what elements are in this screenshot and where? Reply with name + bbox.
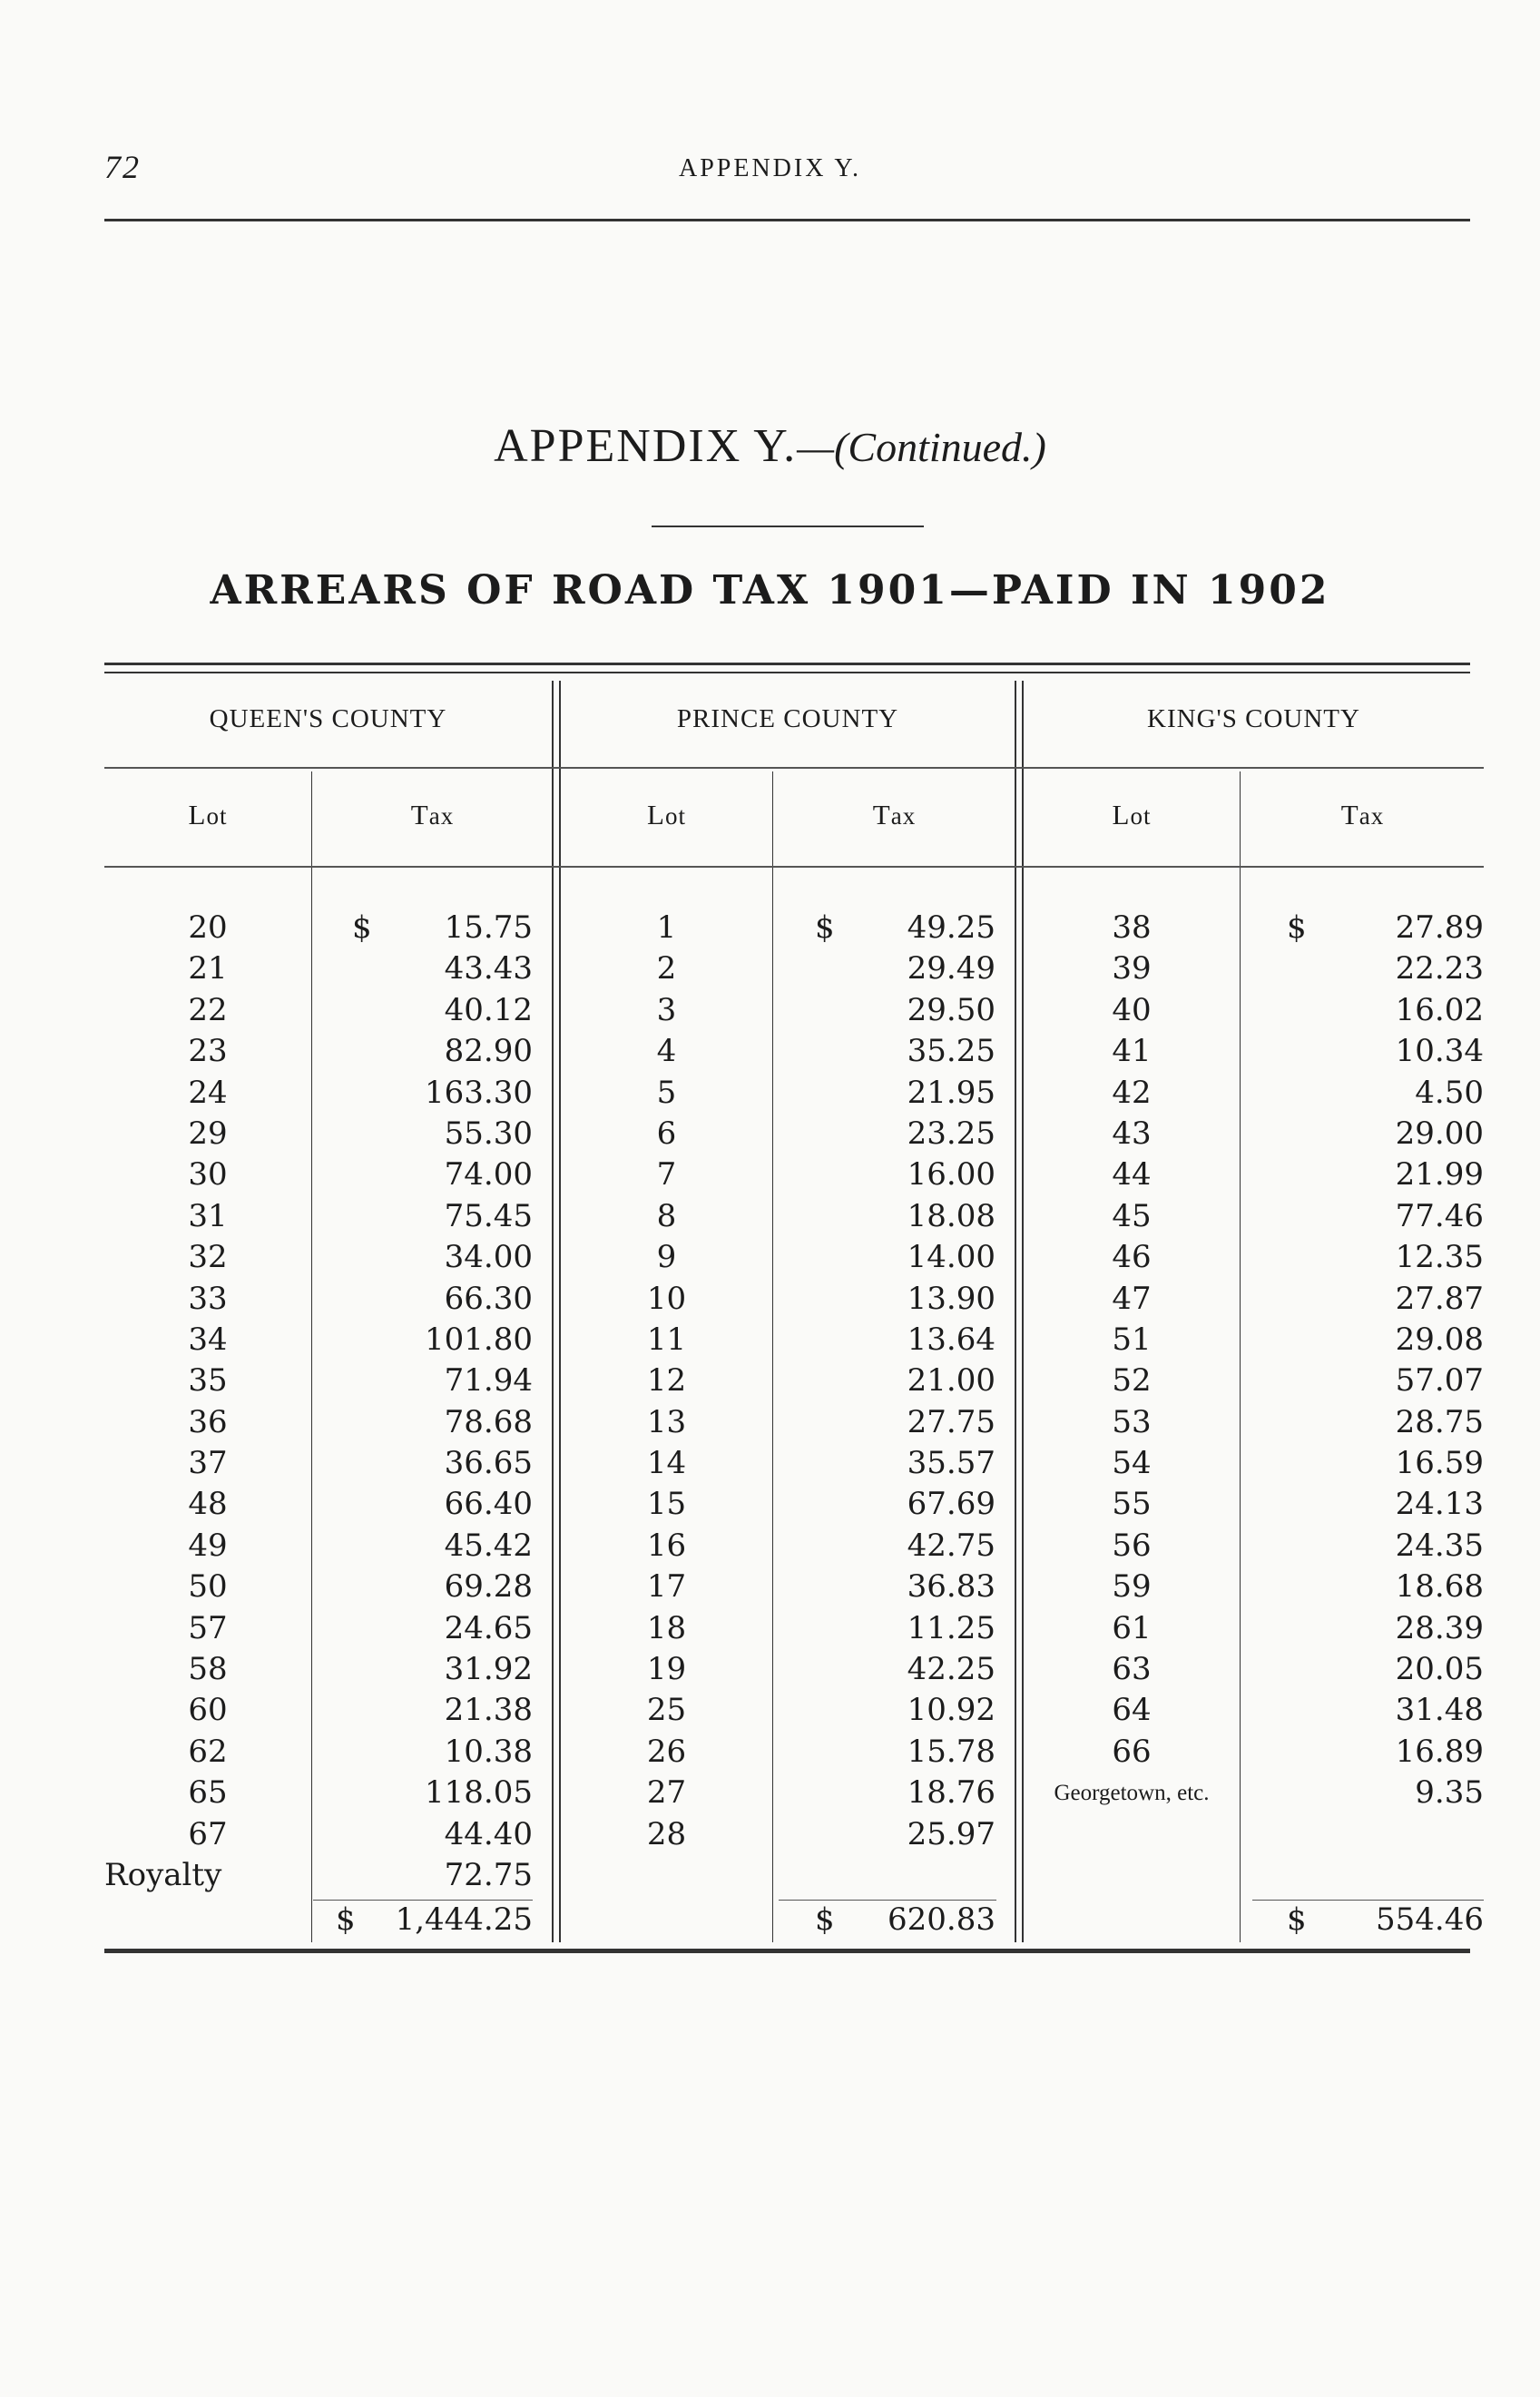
kings-lot-cell: 64: [1112, 1692, 1152, 1729]
prince-lot-cell: 10: [646, 1280, 687, 1317]
queens-tax-cell: 24.65: [444, 1609, 533, 1646]
kings-tax-cell: 29.00: [1395, 1115, 1484, 1152]
prince-lot-cell: 12: [646, 1362, 687, 1400]
prince-tax-cell: 49.25: [907, 909, 996, 946]
prince-tax-cell: 13.64: [907, 1321, 996, 1358]
prince-lot-cell: 13: [646, 1403, 687, 1440]
column-header-tax-prince: Tax: [872, 799, 917, 830]
title-main: APPENDIX Y.: [494, 420, 798, 472]
prince-lot-cell: 8: [656, 1197, 677, 1234]
prince-tax-cell: 42.75: [907, 1527, 996, 1564]
kings-lot-cell: 42: [1112, 1074, 1152, 1111]
queens-lot-cell: 50: [188, 1568, 228, 1606]
queens-lot-cell: 48: [188, 1486, 228, 1523]
total-currency-queens: $: [336, 1901, 356, 1938]
queens-tax-cell: 40.12: [444, 991, 533, 1028]
total-rule-kings: [1252, 1900, 1484, 1901]
kings-lot-cell: 44: [1112, 1156, 1152, 1194]
kings-tax-cell: 27.89: [1395, 909, 1484, 946]
divider-prince-kings-a: [1015, 681, 1016, 1942]
prince-lot-cell: 26: [646, 1733, 687, 1770]
prince-tax-cell: 23.25: [907, 1115, 996, 1152]
prince-lot-cell: 25: [646, 1692, 687, 1729]
kings-tax-cell: 18.68: [1395, 1568, 1484, 1606]
page-number: 72: [104, 149, 141, 185]
column-header-lot-queens: Lot: [188, 799, 228, 830]
kings-lot-cell: 55: [1112, 1486, 1152, 1523]
queens-tax-cell: 118.05: [425, 1774, 533, 1812]
prince-tax-cell: 42.25: [907, 1651, 996, 1688]
queens-lot-column: [104, 908, 311, 1896]
kings-lot-cell: 61: [1112, 1609, 1152, 1646]
divider-kings-lot-tax: [1240, 771, 1241, 1942]
prince-lot-cell: 5: [656, 1074, 677, 1111]
currency-sign-prince: $: [815, 909, 835, 946]
queens-tax-cell: 82.90: [444, 1033, 533, 1070]
kings-lot-cell: 51: [1112, 1321, 1152, 1358]
kings-tax-cell: 22.23: [1395, 950, 1484, 987]
kings-tax-cell: 9.35: [1415, 1774, 1484, 1812]
prince-tax-cell: 16.00: [907, 1156, 996, 1194]
kings-tax-cell: 77.46: [1395, 1197, 1484, 1234]
kings-lot-cell: 54: [1112, 1445, 1152, 1482]
column-header-lot-prince: Lot: [647, 799, 686, 830]
queens-lot-cell: 21: [188, 950, 228, 987]
county-header-kings: KING'S COUNTY: [1147, 704, 1360, 733]
queens-tax-cell: 15.75: [444, 909, 533, 946]
queens-lot-cell: 30: [188, 1156, 228, 1194]
queens-tax-cell: 43.43: [444, 950, 533, 987]
prince-lot-column: [561, 908, 772, 1855]
running-title: APPENDIX Y.: [678, 154, 862, 182]
column-header-tax-kings: Tax: [1340, 799, 1385, 830]
kings-lot-cell: 63: [1112, 1651, 1152, 1688]
prince-lot-cell: 6: [656, 1115, 677, 1152]
queens-tax-cell: 34.00: [444, 1239, 533, 1276]
divider-queens-lot-tax: [311, 771, 312, 1942]
prince-lot-cell: 19: [646, 1651, 687, 1688]
queens-tax-cell: 74.00: [444, 1156, 533, 1194]
queens-tax-cell: 21.38: [444, 1692, 533, 1729]
kings-lot-cell: 59: [1112, 1568, 1152, 1606]
kings-lot-cell: 38: [1112, 909, 1152, 946]
prince-lot-cell: 15: [646, 1486, 687, 1523]
header-rule: [104, 219, 1470, 221]
total-queens: [336, 1901, 533, 1938]
kings-tax-cell: 57.07: [1395, 1362, 1484, 1400]
queens-lot-cell: 60: [188, 1692, 228, 1729]
queens-tax-cell: 101.80: [425, 1321, 533, 1358]
column-header-rule: [104, 866, 1484, 868]
kings-lot-cell: 45: [1112, 1197, 1152, 1234]
kings-lot-cell: 39: [1112, 950, 1152, 987]
prince-tax-cell: 36.83: [907, 1568, 996, 1606]
queens-lot-cell: 20: [188, 909, 228, 946]
total-currency-prince: $: [815, 1901, 835, 1938]
prince-tax-cell: 21.95: [907, 1074, 996, 1111]
prince-lot-cell: 11: [646, 1321, 687, 1358]
total-rule-queens: [313, 1900, 533, 1901]
prince-lot-cell: 18: [646, 1609, 687, 1646]
kings-lot-cell: 43: [1112, 1115, 1152, 1152]
prince-lot-cell: 7: [656, 1156, 677, 1194]
prince-tax-cell: 35.25: [907, 1033, 996, 1070]
prince-lot-cell: 9: [656, 1239, 677, 1276]
queens-lot-cell: 65: [188, 1774, 228, 1812]
queens-lot-cell: 29: [188, 1115, 228, 1152]
queens-tax-column: [313, 908, 533, 1896]
kings-lot-cell: 66: [1112, 1733, 1152, 1770]
queens-tax-cell: 71.94: [444, 1362, 533, 1400]
queens-lot-cell: Royalty: [104, 1856, 222, 1893]
queens-lot-cell: 24: [188, 1074, 228, 1111]
kings-lot-cell: 52: [1112, 1362, 1152, 1400]
prince-lot-cell: 28: [646, 1815, 687, 1852]
prince-tax-cell: 35.57: [907, 1445, 996, 1482]
county-header-prince: PRINCE COUNTY: [676, 704, 899, 733]
queens-lot-cell: 49: [188, 1527, 228, 1564]
kings-lot-cell: 46: [1112, 1239, 1152, 1276]
prince-tax-cell: 14.00: [907, 1239, 996, 1276]
prince-lot-cell: 1: [656, 909, 677, 946]
kings-tax-cell: 10.34: [1395, 1033, 1484, 1070]
queens-tax-cell: 75.45: [444, 1197, 533, 1234]
table-top-rule: [104, 663, 1470, 665]
total-value-kings: 554.46: [1376, 1901, 1484, 1938]
queens-lot-cell: 31: [188, 1197, 228, 1234]
column-header-lot-kings: Lot: [1112, 799, 1152, 830]
prince-tax-cell: 29.49: [907, 950, 996, 987]
queens-tax-cell: 55.30: [444, 1115, 533, 1152]
kings-lot-cell: Georgetown, etc.: [1054, 1781, 1210, 1806]
kings-lot-cell: 47: [1112, 1280, 1152, 1317]
queens-tax-cell: 66.30: [444, 1280, 533, 1317]
queens-lot-cell: 34: [188, 1321, 228, 1358]
queens-tax-cell: 163.30: [425, 1074, 533, 1111]
prince-lot-cell: 17: [646, 1568, 687, 1606]
queens-lot-cell: 32: [188, 1239, 228, 1276]
kings-tax-cell: 29.08: [1395, 1321, 1484, 1358]
queens-tax-cell: 78.68: [444, 1403, 533, 1440]
table-top-rule-2: [104, 672, 1470, 673]
prince-lot-cell: 14: [646, 1445, 687, 1482]
total-value-prince: 620.83: [888, 1901, 996, 1938]
kings-lot-column: [1024, 908, 1240, 1814]
prince-tax-cell: 18.76: [907, 1774, 996, 1812]
kings-tax-cell: 12.35: [1395, 1239, 1484, 1276]
kings-lot-cell: 41: [1112, 1033, 1152, 1070]
kings-tax-cell: 16.89: [1395, 1733, 1484, 1770]
county-header-queens: QUEEN'S COUNTY: [209, 704, 447, 733]
queens-tax-cell: 36.65: [444, 1445, 533, 1482]
kings-tax-cell: 31.48: [1395, 1692, 1484, 1729]
column-header-tax-queens: Tax: [410, 799, 455, 830]
kings-tax-cell: 27.87: [1395, 1280, 1484, 1317]
prince-tax-cell: 15.78: [907, 1733, 996, 1770]
title-rule: [652, 526, 924, 527]
queens-lot-cell: 36: [188, 1403, 228, 1440]
title-continued: —(Continued.): [797, 424, 1046, 470]
kings-tax-cell: 28.75: [1395, 1403, 1484, 1440]
queens-lot-cell: 22: [188, 991, 228, 1028]
prince-lot-cell: 16: [646, 1527, 687, 1564]
table-bottom-rule: [104, 1949, 1470, 1953]
queens-tax-cell: 10.38: [444, 1733, 533, 1770]
queens-tax-cell: 72.75: [444, 1856, 533, 1893]
total-currency-kings: $: [1287, 1901, 1307, 1938]
prince-tax-cell: 29.50: [907, 991, 996, 1028]
prince-tax-column: [774, 908, 996, 1855]
prince-lot-cell: 4: [656, 1033, 677, 1070]
queens-lot-cell: 33: [188, 1280, 228, 1317]
queens-lot-cell: 62: [188, 1733, 228, 1770]
kings-tax-cell: 16.02: [1395, 991, 1484, 1028]
kings-tax-cell: 4.50: [1415, 1074, 1484, 1111]
page-title: [0, 419, 1540, 473]
prince-lot-cell: 3: [656, 991, 677, 1028]
prince-tax-cell: 67.69: [907, 1486, 996, 1523]
queens-lot-cell: 37: [188, 1445, 228, 1482]
kings-tax-cell: 20.05: [1395, 1651, 1484, 1688]
prince-tax-cell: 25.97: [907, 1815, 996, 1852]
prince-lot-cell: 27: [646, 1774, 687, 1812]
prince-lot-cell: 2: [656, 950, 677, 987]
prince-tax-cell: 10.92: [907, 1692, 996, 1729]
prince-tax-cell: 13.90: [907, 1280, 996, 1317]
kings-tax-column: [1241, 908, 1484, 1814]
currency-sign-kings: $: [1287, 909, 1307, 946]
prince-tax-cell: 18.08: [907, 1197, 996, 1234]
queens-lot-cell: 67: [188, 1815, 228, 1852]
queens-lot-cell: 35: [188, 1362, 228, 1400]
total-kings: [1287, 1901, 1484, 1938]
queens-tax-cell: 31.92: [444, 1651, 533, 1688]
kings-lot-cell: 53: [1112, 1403, 1152, 1440]
kings-lot-cell: 56: [1112, 1527, 1152, 1564]
county-header-rule: [104, 767, 1484, 769]
queens-lot-cell: 58: [188, 1651, 228, 1688]
prince-tax-cell: 27.75: [907, 1403, 996, 1440]
queens-tax-cell: 69.28: [444, 1568, 533, 1606]
total-value-queens: 1,444.25: [395, 1901, 533, 1938]
prince-tax-cell: 11.25: [907, 1609, 996, 1646]
total-rule-prince: [779, 1900, 996, 1901]
kings-tax-cell: 28.39: [1395, 1609, 1484, 1646]
kings-lot-cell: 40: [1112, 991, 1152, 1028]
queens-lot-cell: 23: [188, 1033, 228, 1070]
queens-tax-cell: 44.40: [444, 1815, 533, 1852]
prince-tax-cell: 21.00: [907, 1362, 996, 1400]
divider-prince-lot-tax: [772, 771, 773, 1942]
divider-queens-prince-a: [552, 681, 554, 1942]
kings-tax-cell: 16.59: [1395, 1445, 1484, 1482]
kings-tax-cell: 24.35: [1395, 1527, 1484, 1564]
kings-tax-cell: 21.99: [1395, 1156, 1484, 1194]
queens-tax-cell: 66.40: [444, 1486, 533, 1523]
queens-lot-cell: 57: [188, 1609, 228, 1646]
total-prince: [815, 1901, 996, 1938]
table-subtitle: ARREARS OF ROAD TAX 1901—PAID IN 1902: [210, 567, 1330, 614]
currency-sign-queens: $: [352, 909, 372, 946]
queens-tax-cell: 45.42: [444, 1527, 533, 1564]
kings-tax-cell: 24.13: [1395, 1486, 1484, 1523]
